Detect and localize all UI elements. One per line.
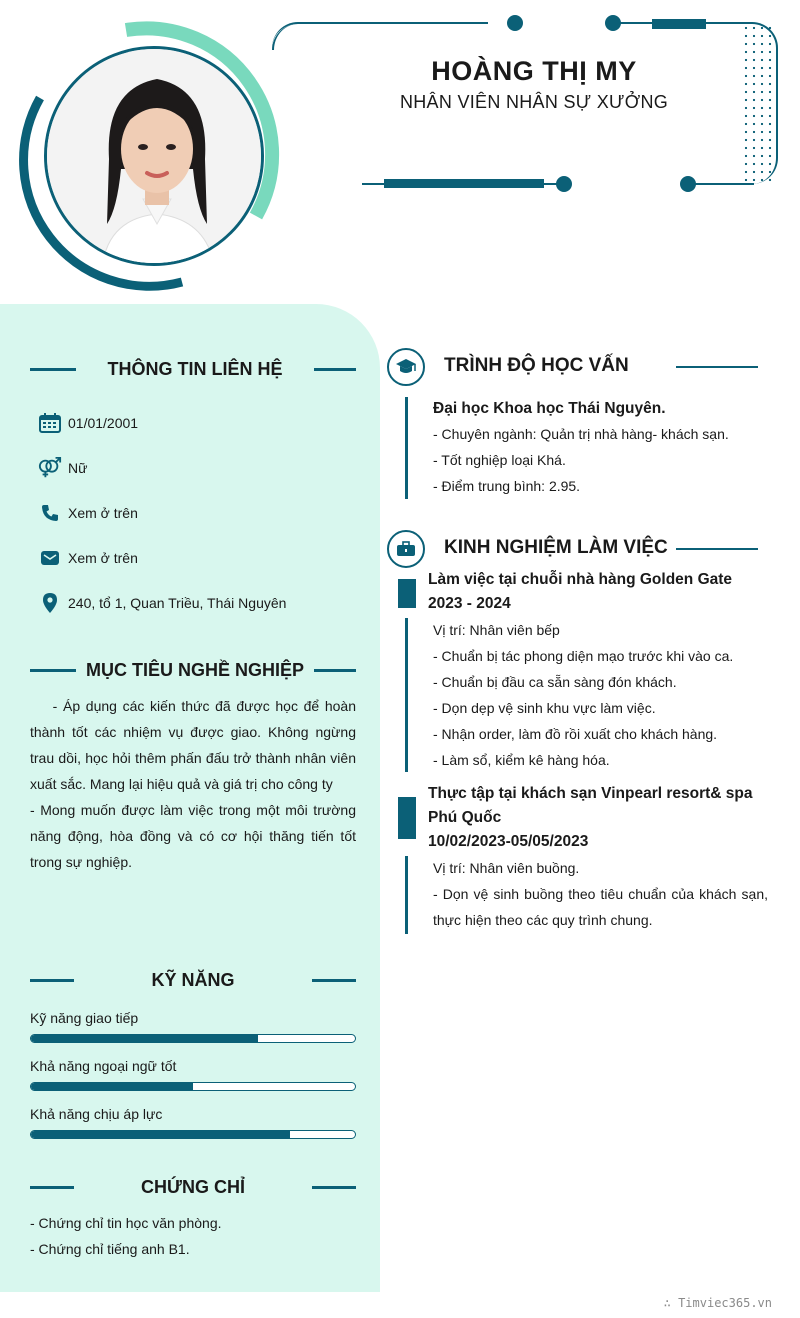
phone-icon bbox=[38, 502, 62, 524]
education-timeline-bar bbox=[405, 397, 408, 499]
job-detail: - Chuẩn bị tác phong diện mạo trước khi vào ca. bbox=[433, 648, 734, 664]
header-rule bbox=[314, 669, 356, 672]
header-rule bbox=[312, 979, 356, 982]
header-rule bbox=[30, 1186, 74, 1189]
deco-bar bbox=[384, 179, 544, 188]
objective-line: - Mong muốn được làm việc trong một môi trường bbox=[30, 802, 356, 818]
contact-value: 01/01/2001 bbox=[68, 415, 139, 431]
deco-dot bbox=[556, 176, 572, 192]
deco-bar bbox=[652, 19, 706, 29]
job-detail: Vị trí: Nhân viên buồng. bbox=[433, 860, 580, 876]
job-detail: Vị trí: Nhân viên bếp bbox=[433, 622, 560, 638]
job-company: Làm việc tại chuỗi nhà hàng Golden Gate bbox=[428, 571, 733, 588]
education-detail: - Tốt nghiệp loại Khá. bbox=[433, 452, 566, 468]
objective-line: xuất sắc. Mang lại hiệu quả và giá trị cho công ty bbox=[30, 776, 333, 792]
section-title: KỸ NĂNG bbox=[151, 969, 235, 990]
portrait-image bbox=[47, 49, 264, 266]
section-title: CHỨNG CHỈ bbox=[141, 1176, 245, 1197]
header-rule bbox=[314, 368, 356, 371]
job-detail: - Làm sổ, kiểm kê hàng hóa. bbox=[433, 752, 610, 768]
experience-title: KINH NGHIỆM LÀM VIỆC bbox=[444, 537, 668, 558]
contact-address bbox=[38, 592, 286, 614]
skill-bar bbox=[30, 1082, 356, 1091]
education-detail: - Chuyên ngành: Quản trị nhà hàng- khách sạn. bbox=[433, 426, 729, 442]
contact-value: Nữ bbox=[68, 460, 88, 476]
skill-label: Kỹ năng giao tiếp bbox=[30, 1010, 139, 1026]
objective-line: trong sự nghiệp. bbox=[30, 854, 132, 870]
calendar-icon bbox=[38, 412, 62, 434]
skill-bar-fill bbox=[31, 1131, 290, 1138]
education-title: TRÌNH ĐỘ HỌC VẤN bbox=[444, 355, 629, 376]
candidate-name: HOÀNG THỊ MY bbox=[431, 56, 637, 86]
section-title: MỤC TIÊU NGHỀ NGHIỆP bbox=[85, 659, 304, 680]
skill-bar-fill bbox=[31, 1083, 193, 1090]
job-marker bbox=[398, 797, 416, 839]
watermark: ∴ Timviec365.vn bbox=[663, 1296, 772, 1310]
header-rule bbox=[312, 1186, 356, 1189]
header-rule bbox=[676, 366, 758, 368]
section-title: THÔNG TIN LIÊN HỆ bbox=[107, 358, 283, 379]
certificate-item: - Chứng chỉ tiếng anh B1. bbox=[30, 1241, 190, 1257]
job-detail: - Dọn vệ sinh buồng theo tiêu chuẩn của khách sạn, bbox=[433, 886, 768, 902]
email-icon bbox=[38, 547, 62, 569]
job-company: Phú Quốc bbox=[428, 809, 502, 826]
job-detail: - Dọn dẹp vệ sinh khu vực làm việc. bbox=[433, 700, 656, 716]
graduation-cap-icon bbox=[387, 348, 425, 386]
frame-gap bbox=[488, 16, 608, 26]
contact-birthday bbox=[38, 412, 138, 434]
deco-line bbox=[694, 183, 754, 185]
skill-label: Khả năng chịu áp lực bbox=[30, 1106, 163, 1122]
certificates-section-header bbox=[30, 1174, 356, 1200]
job-company: Thực tập tại khách sạn Vinpearl resort& spa bbox=[428, 785, 753, 802]
briefcase-icon bbox=[387, 530, 425, 568]
certificate-item: - Chứng chỉ tin học văn phòng. bbox=[30, 1215, 222, 1231]
header-rule bbox=[676, 548, 758, 550]
skills-section-header bbox=[30, 967, 356, 993]
candidate-position: NHÂN VIÊN NHÂN SỰ XƯỞNG bbox=[399, 92, 669, 112]
job-timeline-bar bbox=[405, 618, 408, 772]
contact-section-header bbox=[30, 356, 356, 382]
contact-phone bbox=[38, 502, 138, 524]
dot-pattern bbox=[742, 24, 776, 182]
header-rule bbox=[30, 979, 74, 982]
objective-line: thành tốt các nhiệm vụ được giao. Không ngừng bbox=[30, 724, 356, 740]
header-rule bbox=[30, 669, 76, 672]
skill-bar bbox=[30, 1130, 356, 1139]
profile-photo-frame bbox=[18, 20, 290, 292]
objective-line: trau dồi, học hỏi thêm phấn đấu trở thành nhân viên bbox=[30, 750, 356, 766]
job-marker bbox=[398, 579, 416, 608]
job-detail: thực hiện theo các quy trình chung. bbox=[433, 912, 653, 928]
skill-bar bbox=[30, 1034, 356, 1043]
job-timeline-bar bbox=[405, 856, 408, 934]
deco-dot bbox=[605, 15, 621, 31]
objective-line: - Áp dụng các kiến thức đã được học để hoàn bbox=[30, 698, 356, 714]
contact-value: Xem ở trên bbox=[68, 550, 138, 566]
education-detail: - Điểm trung bình: 2.95. bbox=[433, 478, 581, 494]
job-detail: - Chuẩn bị đầu ca sẵn sàng đón khách. bbox=[433, 674, 677, 690]
objective-section-header bbox=[30, 657, 356, 683]
job-detail: - Nhận order, làm đồ rồi xuất cho khách hàng. bbox=[433, 726, 718, 742]
gender-icon bbox=[38, 457, 62, 479]
school-name: Đại học Khoa học Thái Nguyên. bbox=[433, 400, 666, 417]
skill-label: Khả năng ngoại ngữ tốt bbox=[30, 1058, 177, 1074]
objective-line: năng động, hòa đồng và có cơ hội thăng tiến tốt bbox=[30, 828, 356, 844]
objective-text bbox=[30, 693, 356, 875]
deco-dot bbox=[507, 15, 523, 31]
skill-bar-fill bbox=[31, 1035, 258, 1042]
job-period: 10/02/2023-05/05/2023 bbox=[428, 833, 589, 850]
header-rule bbox=[30, 368, 76, 371]
contact-value: Xem ở trên bbox=[68, 505, 138, 521]
contact-email bbox=[38, 547, 138, 569]
profile-photo bbox=[44, 46, 264, 266]
contact-gender bbox=[38, 457, 87, 479]
contact-value: 240, tổ 1, Quan Triều, Thái Nguyên bbox=[68, 595, 287, 611]
location-icon bbox=[38, 592, 62, 614]
job-period: 2023 - 2024 bbox=[428, 595, 511, 612]
